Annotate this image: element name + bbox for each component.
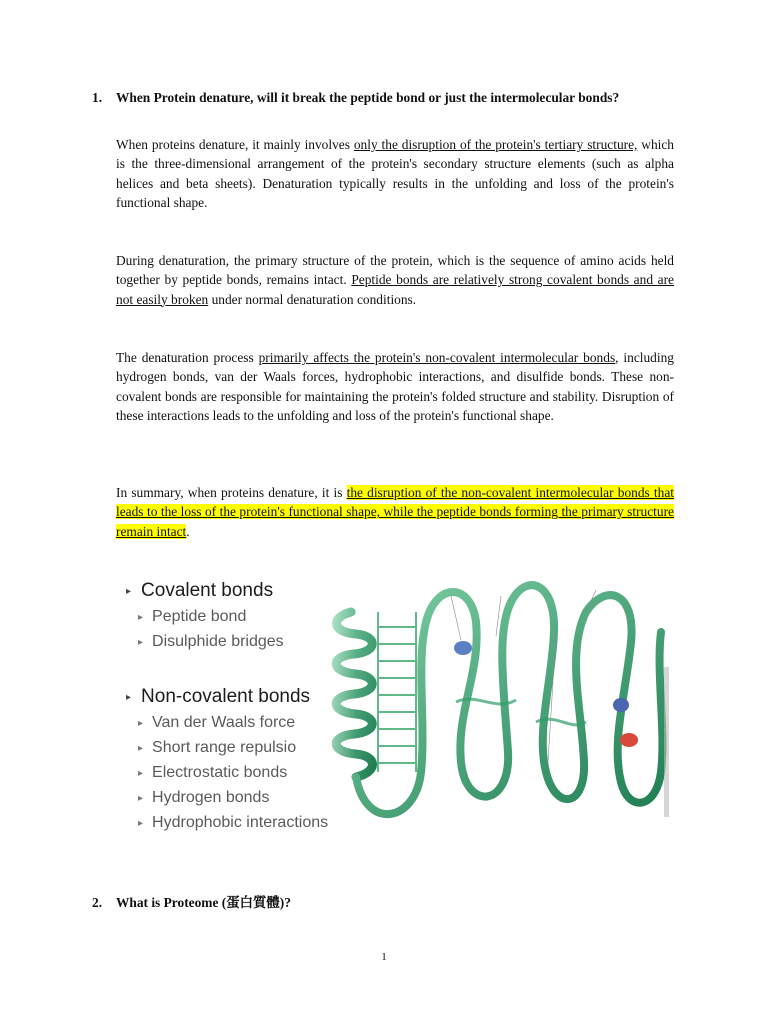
question-2-number: 2. (92, 895, 103, 910)
question-1-text: When Protein denature, will it break the peptide bond or just the intermolecular bonds? (116, 90, 620, 105)
question-1-number: 1. (92, 90, 103, 105)
noncovalent-item-hydrophobic: ▸ Hydrophobic interactions (138, 814, 329, 831)
paragraph-2-underline: Peptide bonds are relatively strong covalent bonds and are not easily broken (116, 272, 674, 307)
paragraph-3-underline: primarily affects the protein's non-covalent intermolecular bonds (258, 350, 616, 365)
paragraph-2-text-a: During denaturation, the primary structure of the protein, which is the sequence of amino acids held together by peptide bonds, remains intact. (116, 253, 674, 288)
triangle-right-icon: ▸ (138, 742, 144, 754)
paragraph-3-text-a: The denaturation process (116, 350, 259, 365)
protein-bonds-figure (116, 572, 676, 842)
page-number: 1 (381, 951, 387, 963)
triangle-right-icon: ▸ (138, 636, 144, 648)
side-chain-blob-blue-1 (454, 641, 472, 655)
paragraph-4-text-a: In summary, when proteins denature, it is (116, 485, 347, 500)
paragraph-1-text-b: which is the three-dimensional arrangement of the protein's secondary structure elements (such as alpha helices and beta sheets). Denaturation typically results in the unfolding and loss of the protein's functional shape. (116, 137, 674, 210)
paragraph-4-text-b: . (186, 523, 190, 539)
triangle-right-icon: ▸ (126, 691, 132, 703)
triangle-right-icon: ▸ (138, 717, 144, 729)
noncovalent-item-hydrogen: ▸ Hydrogen bonds (138, 789, 270, 806)
question-2-text: What is Proteome (蛋白質體)? (116, 895, 291, 910)
side-chain-blob-blue-2 (613, 698, 629, 712)
noncovalent-item-vdw: ▸ Van der Waals force (138, 714, 296, 731)
triangle-right-icon: ▸ (126, 585, 132, 597)
paragraph-1-underline: only the disruption of the protein's tertiary structure, (353, 137, 638, 152)
noncovalent-bonds-heading: ▸ Non-covalent bonds (126, 686, 311, 707)
paragraph-1-text-a: When proteins denature, it mainly involves (116, 137, 354, 152)
covalent-item-disulphide: ▸ Disulphide bridges (138, 633, 284, 650)
triangle-right-icon: ▸ (138, 792, 144, 804)
triangle-right-icon: ▸ (138, 817, 144, 829)
bond-types-list (116, 572, 356, 842)
triangle-right-icon: ▸ (138, 767, 144, 779)
side-chain-blob-red (620, 733, 638, 747)
paragraph-2 (116, 251, 674, 309)
paragraph-2-text-b: under normal denaturation conditions. (208, 291, 417, 307)
question-1-heading (92, 88, 677, 107)
paragraph-3 (116, 348, 674, 425)
covalent-item-peptide: ▸ Peptide bond (138, 608, 247, 625)
paragraph-3-text-b: , including hydrogen bonds, van der Waals forces, hydrophobic interactions, and disulfide bonds. These non-covalent bonds are responsible for maintaining the protein's folded structure and stability. Disruption of these interactions leads to the unfolding and loss of the protein's functional shape. (116, 350, 674, 423)
noncovalent-item-repulsion: ▸ Short range repulsio (138, 739, 297, 756)
noncovalent-item-electrostatic: ▸ Electrostatic bonds (138, 764, 288, 781)
paragraph-1 (116, 135, 674, 212)
paragraph-4-highlight: the disruption of the non-covalent intermolecular bonds that leads to the loss of the protein's functional shape, while the peptide bonds forming the primary structure remain intact (116, 485, 674, 539)
paragraph-4-summary (116, 483, 674, 541)
triangle-right-icon: ▸ (138, 611, 144, 623)
question-2-heading (92, 893, 677, 912)
covalent-bonds-heading: ▸ Covalent bonds (126, 580, 274, 601)
beta-sheet-ladder (378, 612, 416, 772)
